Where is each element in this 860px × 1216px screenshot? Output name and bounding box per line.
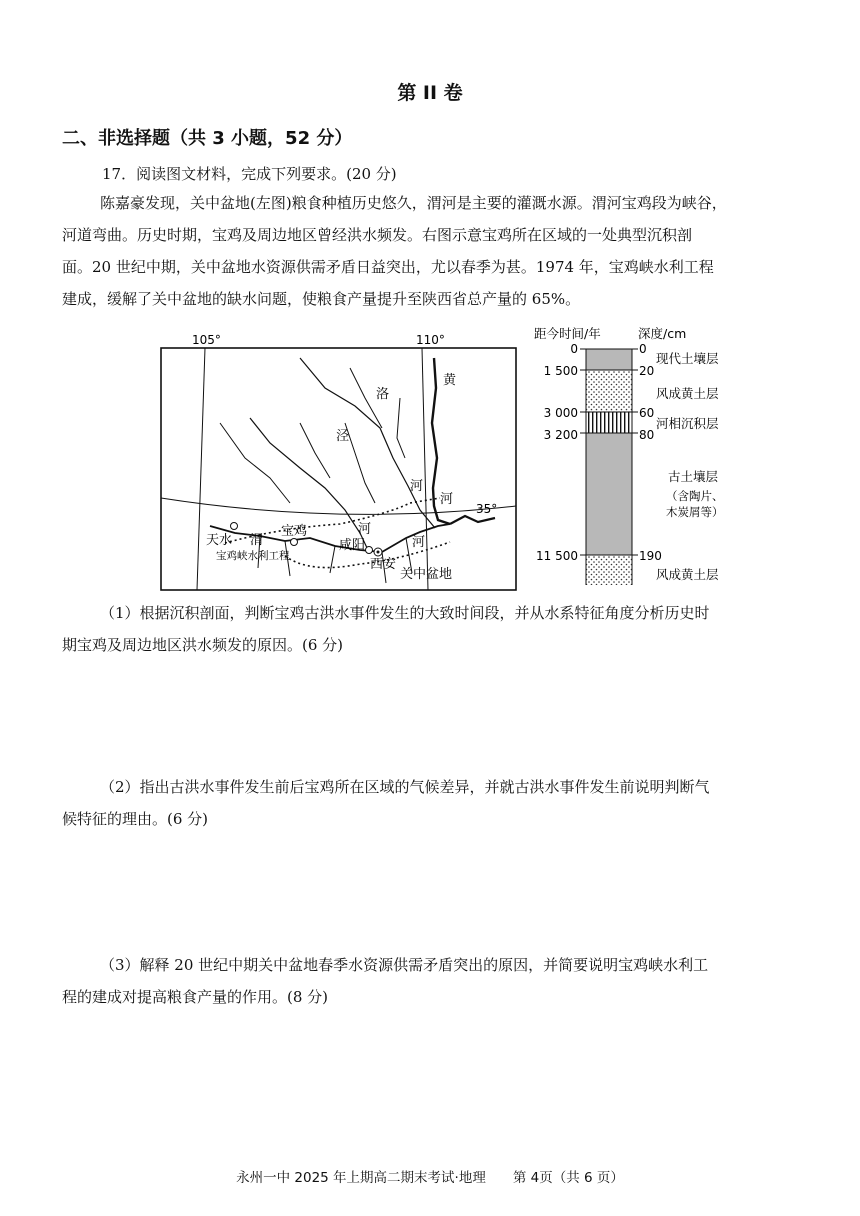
material-line: 陈嘉豪发现，关中盆地(左图)粮食种植历史悠久，渭河是主要的灌溉水源。渭河宝鸡段为峡谷， bbox=[100, 194, 727, 212]
time-label: 0 bbox=[570, 342, 578, 356]
canal-dotted bbox=[285, 542, 450, 568]
map-frame bbox=[161, 348, 516, 590]
time-label: 3 200 bbox=[543, 428, 578, 442]
guanzhong-basin-map bbox=[150, 328, 530, 596]
label-xianyang: 咸阳 bbox=[339, 538, 366, 553]
time-label: 1 500 bbox=[543, 364, 578, 378]
depth-axis-header: 深度/cm bbox=[638, 326, 687, 341]
question-line: （3）解释 20 世纪中期关中盆地春季水资源供需矛盾突出的原因，并简要说明宝鸡峡水利工 bbox=[100, 956, 709, 974]
baoji-marker bbox=[291, 539, 298, 546]
label-luo: 洛 bbox=[376, 387, 390, 402]
xian-marker-dot bbox=[377, 551, 380, 554]
time-axis-header: 距今时间/年 bbox=[534, 326, 601, 341]
lon-label-110: 110° bbox=[416, 333, 445, 347]
question-line: 候特征的理由。(6 分) bbox=[62, 810, 209, 828]
label-huang-he: 河 bbox=[440, 492, 454, 507]
depth-label: 0 bbox=[639, 342, 647, 356]
layer-name: 现代土壤层 bbox=[656, 351, 719, 366]
layer-paleosol bbox=[586, 433, 632, 555]
question-line: 期宝鸡及周边地区洪水频发的原因。(6 分) bbox=[62, 636, 344, 654]
layer-name: 风成黄土层 bbox=[656, 567, 719, 582]
question-17-intro: 17．阅读图文材料，完成下列要求。(20 分) bbox=[102, 165, 397, 183]
jing-tributary-2 bbox=[300, 423, 330, 478]
luo-tributary-2 bbox=[397, 398, 405, 458]
page-footer: 永州一中 2025 年上期高二期末考试·地理 第 4页（共 6 页） bbox=[236, 1170, 624, 1186]
time-label: 3 000 bbox=[543, 406, 578, 420]
depth-label: 60 bbox=[639, 406, 655, 420]
layer-name: 风成黄土层 bbox=[656, 386, 719, 401]
material-line: 河道弯曲。历史时期，宝鸡及周边地区曾经洪水频发。右图示意宝鸡所在区域的一处典型沉积剖 bbox=[62, 226, 693, 244]
luo-river bbox=[300, 358, 435, 528]
label-jing: 泾 bbox=[336, 429, 350, 444]
label-tianshui: 天水 bbox=[206, 533, 233, 548]
layer-note: 木炭屑等） bbox=[666, 505, 724, 519]
jing-tributary bbox=[220, 423, 290, 503]
question-line: （2）指出古洪水事件发生前后宝鸡所在区域的气候差异，并就古洪水事件发生前说明判断气 bbox=[100, 778, 710, 796]
sub-question-1 bbox=[62, 597, 800, 661]
layer-name: 古土壤层 bbox=[668, 469, 719, 484]
label-wei-he: 河 bbox=[412, 535, 426, 550]
parallel-35 bbox=[161, 498, 516, 514]
label-xian: 西安 bbox=[370, 557, 397, 572]
label-jing-he: 河 bbox=[358, 522, 372, 537]
material-text bbox=[62, 187, 800, 315]
label-baoji-project: 宝鸡峡水利工程 bbox=[216, 550, 290, 562]
layer-name: 河相沉积层 bbox=[656, 416, 719, 431]
material-line: 面。20 世纪中期，关中盆地水资源供需矛盾日益突出，尤以春季为甚。1974 年，宝鸡峡水利工程 bbox=[62, 258, 714, 276]
label-baoji: 宝鸡 bbox=[281, 524, 308, 539]
label-guanzhong-basin: 关中盆地 bbox=[400, 567, 453, 582]
volume-title: 第 II 卷 bbox=[397, 82, 463, 104]
yellow-river-east bbox=[450, 516, 495, 524]
jing-tributary-3 bbox=[345, 423, 375, 503]
meridian-110 bbox=[422, 348, 428, 590]
layer-modern-soil bbox=[586, 349, 632, 370]
question-line: （1）根据沉积剖面，判断宝鸡古洪水事件发生的大致时间段，并从水系特征角度分析历史时 bbox=[100, 604, 710, 622]
depth-label: 190 bbox=[639, 549, 662, 563]
label-huang: 黄 bbox=[443, 373, 457, 388]
label-wei: 渭 bbox=[250, 533, 264, 548]
depth-label: 80 bbox=[639, 428, 655, 442]
sub-question-2 bbox=[62, 771, 800, 835]
sediment-profile bbox=[520, 318, 760, 588]
sub-question-3 bbox=[62, 949, 800, 1013]
depth-label: 20 bbox=[639, 364, 655, 378]
lon-label-105: 105° bbox=[192, 333, 221, 347]
layer-note: （含陶片、 bbox=[666, 489, 724, 503]
xianyang-marker bbox=[366, 547, 373, 554]
layer-fluvial bbox=[586, 412, 632, 433]
question-line: 程的建成对提高粮食产量的作用。(8 分) bbox=[62, 988, 329, 1006]
meridian-105 bbox=[197, 348, 205, 590]
layer-loess-lower bbox=[586, 555, 632, 585]
layer-loess-upper bbox=[586, 370, 632, 412]
section-heading: 二、非选择题（共 3 小题，52 分） bbox=[62, 128, 353, 149]
time-label: 11 500 bbox=[536, 549, 578, 563]
material-line: 建成，缓解了关中盆地的缺水问题，使粮食产量提升至陕西省总产量的 65%。 bbox=[62, 290, 581, 308]
tianshui-marker bbox=[231, 523, 238, 530]
label-luo-he: 河 bbox=[410, 479, 424, 494]
lat-label-35: 35° bbox=[476, 502, 498, 516]
